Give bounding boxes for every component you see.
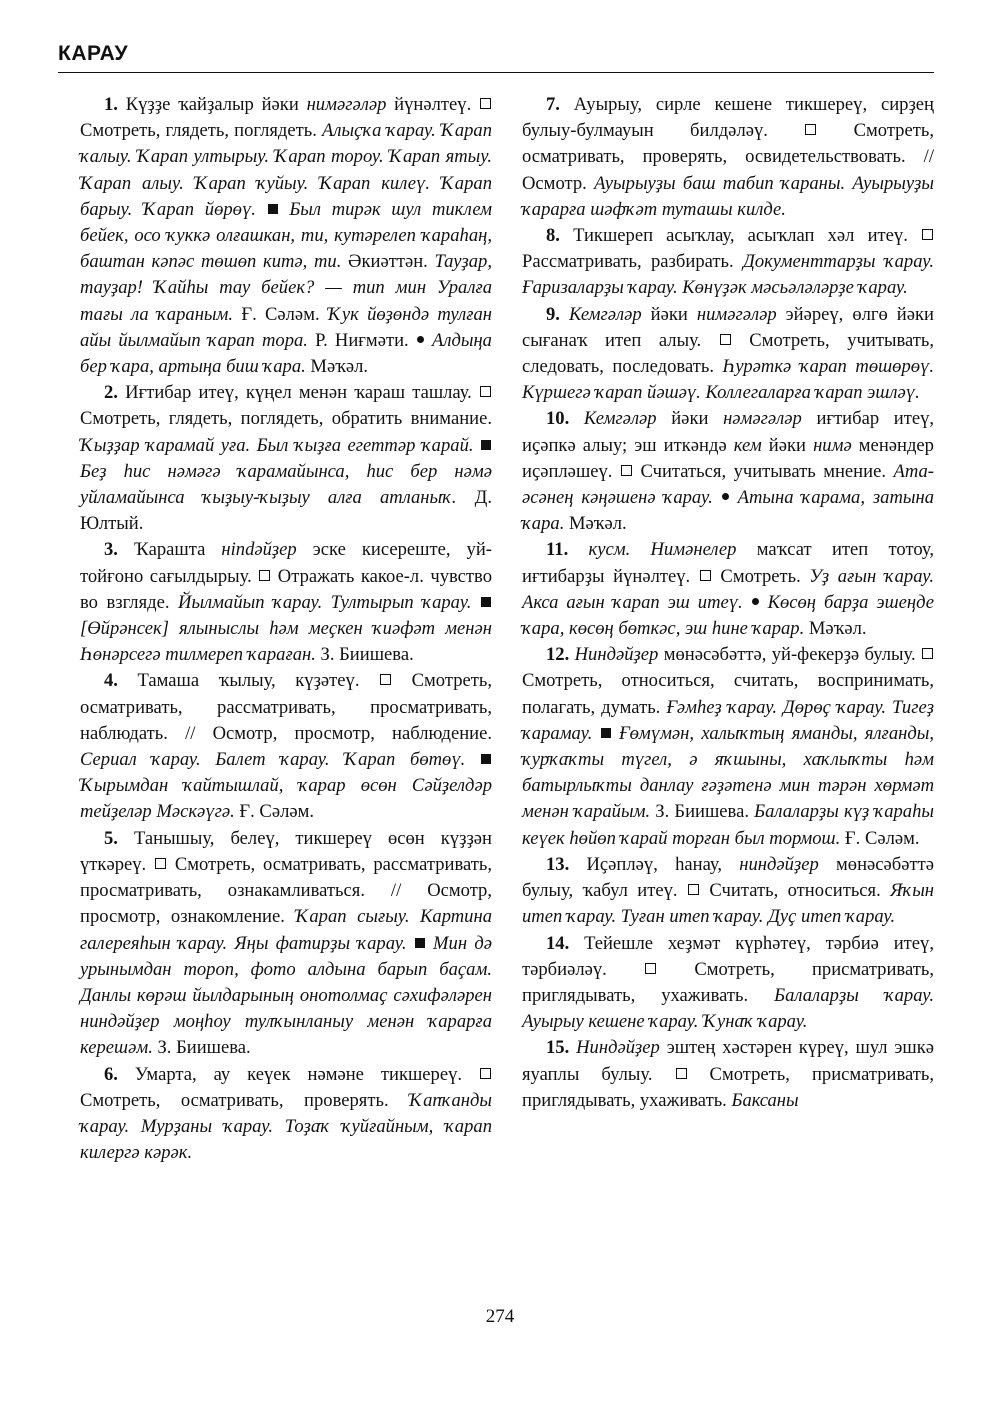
right-column [522,92,934,1114]
sense-number: 14. [546,932,570,954]
definition-text: маҡсат итеп тотоу, иғтибарҙы йүнәлтеү. [522,539,934,587]
usage-example: Был тирәк шул тиклем бейек, осо ҡуккә олғашкан, ти, кутәрелеп ҡараһаң, баштан кәпәс төшөп китә, ти. [80,198,492,273]
usage-example: Ғөмүмән, халыҡтың яманды, ялғанды, ҡурҡаҡты түгел, ә яҡшыны, хаҡлыҡты һәм батырлыҡты данлау ғәҙәтенә мин тәрән хөрмәт менән ҡарайым. [522,722,934,823]
translation-marker-icon [259,570,270,581]
definition-text: Иҫәпләү, һанау, [569,853,740,875]
definition-text: Смотреть, учитывать, следовать, последовать. [522,329,935,378]
definition-text: Тейешле хеҙмәт күрһәтеү, тәрбиә итеү, тәрбиәләү. [522,932,934,980]
definition-text [743,592,751,613]
definition-text: мөнәсәбәттә булыу, ҡабул итеү. [522,853,935,902]
definition-text [465,749,480,770]
translation-marker-icon [380,674,391,685]
translation-marker-icon [480,386,491,397]
definition-text: З. Биишева. [315,644,414,666]
definition-text: Смотреть, глядеть, поглядеть, обратить внимание. [80,408,492,430]
definition-text: Рассматривать, разбирать. [522,251,743,273]
definition-text [256,199,267,220]
sense-number: 11. [546,539,569,561]
usage-example: Алдыңа бер ҡара, артыңа биш ҡара. [80,329,492,378]
definition-text: Д. Юлтый. [80,487,492,535]
sense-number: 8. [546,225,560,247]
definition-text [713,487,721,508]
sense-number: 15. [546,1037,570,1059]
usage-example: Баксаны [731,1089,799,1111]
translation-marker-icon [922,229,933,240]
definition-text: Ауырыу, сирле кешене тикшереү, сирҙең булыу-булмауын билдәләү. [522,94,934,142]
translation-marker-icon [480,98,491,109]
dictionary-sense [80,826,492,1062]
dictionary-sense [522,642,934,852]
quotation-marker-icon [268,204,278,214]
definition-text: иғтибар итеү, иҫәпкә алыу; эш иткәндә [522,408,935,456]
italic-term: нимәгәләр [306,94,387,115]
definition-text: Ҡарашта [117,539,222,561]
definition-text: Смотреть. [711,565,810,587]
dictionary-sense [522,537,934,642]
definition-text: Смотреть, присматривать, приглядывать, ухаживать. [522,1063,934,1111]
usage-example: Һурәткә ҡарап төшөрөү. Күршегә ҡарап йәшәү. Коллегаларға ҡарап эшләү. [522,356,934,404]
quotation-marker-icon [601,728,611,738]
proverb-marker-icon [417,336,424,343]
definition-text: эске кисерештe, уй-тойғоно сағылдырыу. [80,539,492,587]
sense-number: 9. [546,303,560,325]
definition-text: Ғ. Сәләм. [234,801,315,823]
translation-marker-icon [480,1068,491,1079]
definition-text: эйәреү, өлгө йәки сығанаҡ итеп алыу. [522,303,934,351]
italic-term: Нимәнелер [650,539,737,561]
definition-text: Отражать какое-л. чувство во взгляде. [80,565,492,613]
italic-term: нимә [813,434,852,456]
definition-text: менәндер иҫәпләшеү. [522,434,934,482]
definition-text: Смотреть, осматривать, проверять. [80,1089,410,1111]
sense-number: 12. [546,644,570,666]
definition-text: Считать, относиться. [699,880,891,902]
sense-number: 7. [546,94,560,115]
definition-text [760,592,768,613]
definition-text: Смотреть, присматривать, приглядывать, ухаживать. [522,958,934,1006]
italic-term: нәмәгәләр [723,408,802,430]
usage-example: Балаларҙы ҡарау. Ауырыу кешене ҡарау. Ҡунаҡ ҡарау. [522,984,934,1033]
definition-text: Тикшереп асыҡлау, асыҡлап хәл итеү. [559,225,921,247]
italic-term: нindәйҙер [221,539,297,561]
definition-text: Смотреть, осматривать, рассматривать, просматривать, ознакамливаться. // Осмотр, просмотр, ознакомление. [80,853,493,928]
translation-marker-icon [645,963,656,974]
definition-text: Р. Ниғмәти. [307,329,416,351]
italic-term: Кемгәләр [568,303,642,325]
definition-text [425,330,432,351]
translation-marker-icon [805,124,816,135]
quotation-marker-icon [481,440,491,450]
usage-example: Ҡырымдан ҡайтышлай, ҡарар өсөн Сәйҙелдәр тейҙеләр Мәскәүгә. [80,775,492,823]
proverb-marker-icon [722,493,729,500]
usage-example: Ауырыуҙы баш табип ҡараны. Ауырыуҙы ҡарарға шәфҡәт туташы килде. [522,172,934,220]
sense-number: 10. [546,408,570,430]
italic-term: кусм. [588,539,631,561]
definition-text: Мәҡәл. [564,513,627,535]
usage-example: Сериал ҡарау. Балет ҡарау. Ҡарап бөтөү. [80,749,466,771]
sense-number: 4. [104,670,118,692]
usage-example: Балаларҙы күҙ ҡараһы кеүек һөйөп ҡарай торған был тормош. [522,801,934,849]
definition-text [471,592,480,613]
quotation-marker-icon [481,754,491,764]
definition-text: Смотреть, осматривать, рассматривать, просматривать, наблюдать. // Осмотр, просмотр, наблюдение. [80,670,492,744]
definition-text: эштең хәстәрен күреү, шул эшкә яуаплы булыу. [522,1037,934,1085]
italic-term: нимәгәләр [696,303,777,325]
definition-text: Смотреть, осматривать, проверять, освидетельствовать. // Осмотр. [522,120,934,194]
definition-text [730,487,738,508]
sense-number: 6. [104,1063,118,1085]
dictionary-sense [522,92,934,223]
dictionary-sense [80,92,492,380]
definition-text: Иғтибар итеү, күңел менән ҡараш ташлау. [117,382,479,404]
definition-text: йәки [641,303,697,325]
italic-term: ниндәйҙер [739,853,819,875]
usage-example: Уҙ ағын ҡарау. Акса ағын ҡарап эш итеү. [522,565,934,613]
definition-text: Мәҡәл. [804,618,867,640]
usage-example: Тауҙар, тауҙар! Ҡайһы тау бейек? — тип мин Уралға тағы ла ҡараным. [80,251,492,325]
usage-example: Яҡын итеп ҡарау. Туған итеп ҡарау. Дуҫ итеп ҡарау. [522,880,935,928]
definition-text [630,539,650,560]
definition-text: Танышыу, белеү, тикшереү өсөн күҙҙән үткәреү. [80,827,492,875]
usage-example: Ҡыҙҙар ҡарамай уға. Был ҡыҙға егеттәр ҡарай. [80,434,474,456]
dictionary-sense [522,1035,934,1114]
definition-text [279,199,290,220]
definition-text: Считаться, учитывать мнение. [632,460,894,482]
definition-text: Әкиәттән. [341,251,435,273]
dictionary-sense [522,223,934,302]
sense-number: 5. [104,827,118,849]
definition-text: Мәҡәл. [305,356,369,378]
italic-term: Кемгәләр [583,408,657,430]
definition-text: Умарта, ау кеүек нәмәне тикшереү. [117,1063,479,1085]
definition-text: йәки [761,434,814,456]
dictionary-sense [80,380,492,537]
definition-text: З. Биишева. [152,1037,251,1059]
dictionary-sense [80,1062,492,1167]
dictionary-sense [522,302,934,407]
translation-marker-icon [688,884,699,895]
usage-example: Беҙ һис нәмәгә ҡарамайынса, һис бер нәмә уйламайынса ҡыҙыу-ҡыҙыу алға атланыҡ. [80,460,492,509]
sense-number: 13. [546,853,570,875]
usage-example: Мин дә урынымдан тороп, фото алдына барып баҫам. Данлы көрәш йылдарының онотолмаҫ сәхифәләрен ниндәйҙер моңһоу тулҡынланыу менән ҡарарға керешәм. [80,932,492,1059]
definition-text [592,723,599,744]
translation-marker-icon [676,1068,687,1079]
usage-example: Ҡапҡанды ҡарау. Мурҙаны ҡарау. Тоҙаҡ ҡуйғайным, ҡарап килергә кәрәк. [80,1089,492,1164]
dictionary-sense [80,537,492,668]
definition-text [407,933,414,954]
usage-example: Ҡук йөҙөндә тулған айы йылмайып ҡарап тора. [80,303,492,351]
italic-term: Ниндәйҙер [576,1037,660,1059]
usage-example: Ата-әсәнең кәңәшенә ҡарау. [522,460,934,509]
definition-text: Ғ. Сәләм. [840,827,920,849]
translation-marker-icon [621,465,632,476]
sense-number: 3. [104,539,118,561]
definition-text [426,933,433,954]
translation-marker-icon [922,648,933,659]
definition-text: Тамаша ҡылыу, күҙәтеү. [117,670,380,692]
definition-text: мөнәсәбәттә, уй-фекерҙә булыу. [658,644,921,666]
usage-example: Ҡарап сығыу. Картина галереяһын ҡарау. Яңы фатирҙы ҡарау. [80,906,492,954]
dictionary-sense [80,668,492,825]
proverb-marker-icon [752,598,759,605]
usage-example: [Өйрәнсек] ялыныслы һәм меҫкен ҡиәфәт менән Һөнәрсегә тилмереп ҡараған. [80,618,492,666]
definition-text [568,539,588,560]
quotation-marker-icon [481,597,491,607]
usage-example: Көсөң барҙа эшеңде ҡара, көсөң бөткәс, эш һине ҡарар. [522,591,935,640]
sense-number: 2. [104,382,118,404]
usage-example: Алыҫҡа ҡарау. Ҡарап ҡалыу. Ҡарап ултырыу. Ҡарап тороу. Ҡарап ятыу. Ҡарап алыу. Ҡарап ҡуйыу. Ҡарап килеү. Ҡарап барыу. Ҡарап йөрөү. [80,120,493,220]
translation-marker-icon [720,334,731,345]
definition-text: Күҙҙе ҡайҙалыр йәки [117,94,307,115]
definition-text: йәки [656,408,724,430]
page-header [58,38,934,73]
usage-example: Документтарҙы ҡарау. Ғаризаларҙы ҡарау. Көнүҙәк мәсьәләләрҙе ҡарау. [522,251,934,299]
definition-text: Ғ. Сәләм. [233,303,328,325]
dictionary-sense [522,931,934,1036]
left-column [80,92,492,1166]
usage-example: Йылмайып ҡарау. Тултырып ҡарау. [178,591,472,613]
definition-text: йүнәлтеү. [386,94,479,115]
italic-term: Ниндәйҙер [574,644,659,666]
usage-example: Ғәмһеҙ ҡарау. Дөрөҫ ҡарау. Тигеҙ ҡарамау. [522,696,934,744]
sense-number: 1. [104,94,118,115]
quotation-marker-icon [415,938,425,948]
dictionary-sense [522,406,934,537]
definition-text: З. Биишева. [650,801,755,823]
page-number: 274 [485,1306,515,1327]
italic-term: кем [733,434,762,456]
definition-text [560,304,569,325]
definition-text: Смотреть, относиться, считать, воспринимать, полагать, думать. [522,670,934,718]
running-head: КАРАУ [58,42,129,65]
usage-example: Атына ҡарама, затына ҡара. [522,487,935,535]
definition-text [474,435,480,456]
translation-marker-icon [155,858,166,869]
dictionary-sense [522,852,934,931]
definition-text [612,723,619,744]
definition-text [569,408,584,429]
translation-marker-icon [700,570,711,581]
definition-text: Смотреть, глядеть, поглядеть. [80,120,323,142]
